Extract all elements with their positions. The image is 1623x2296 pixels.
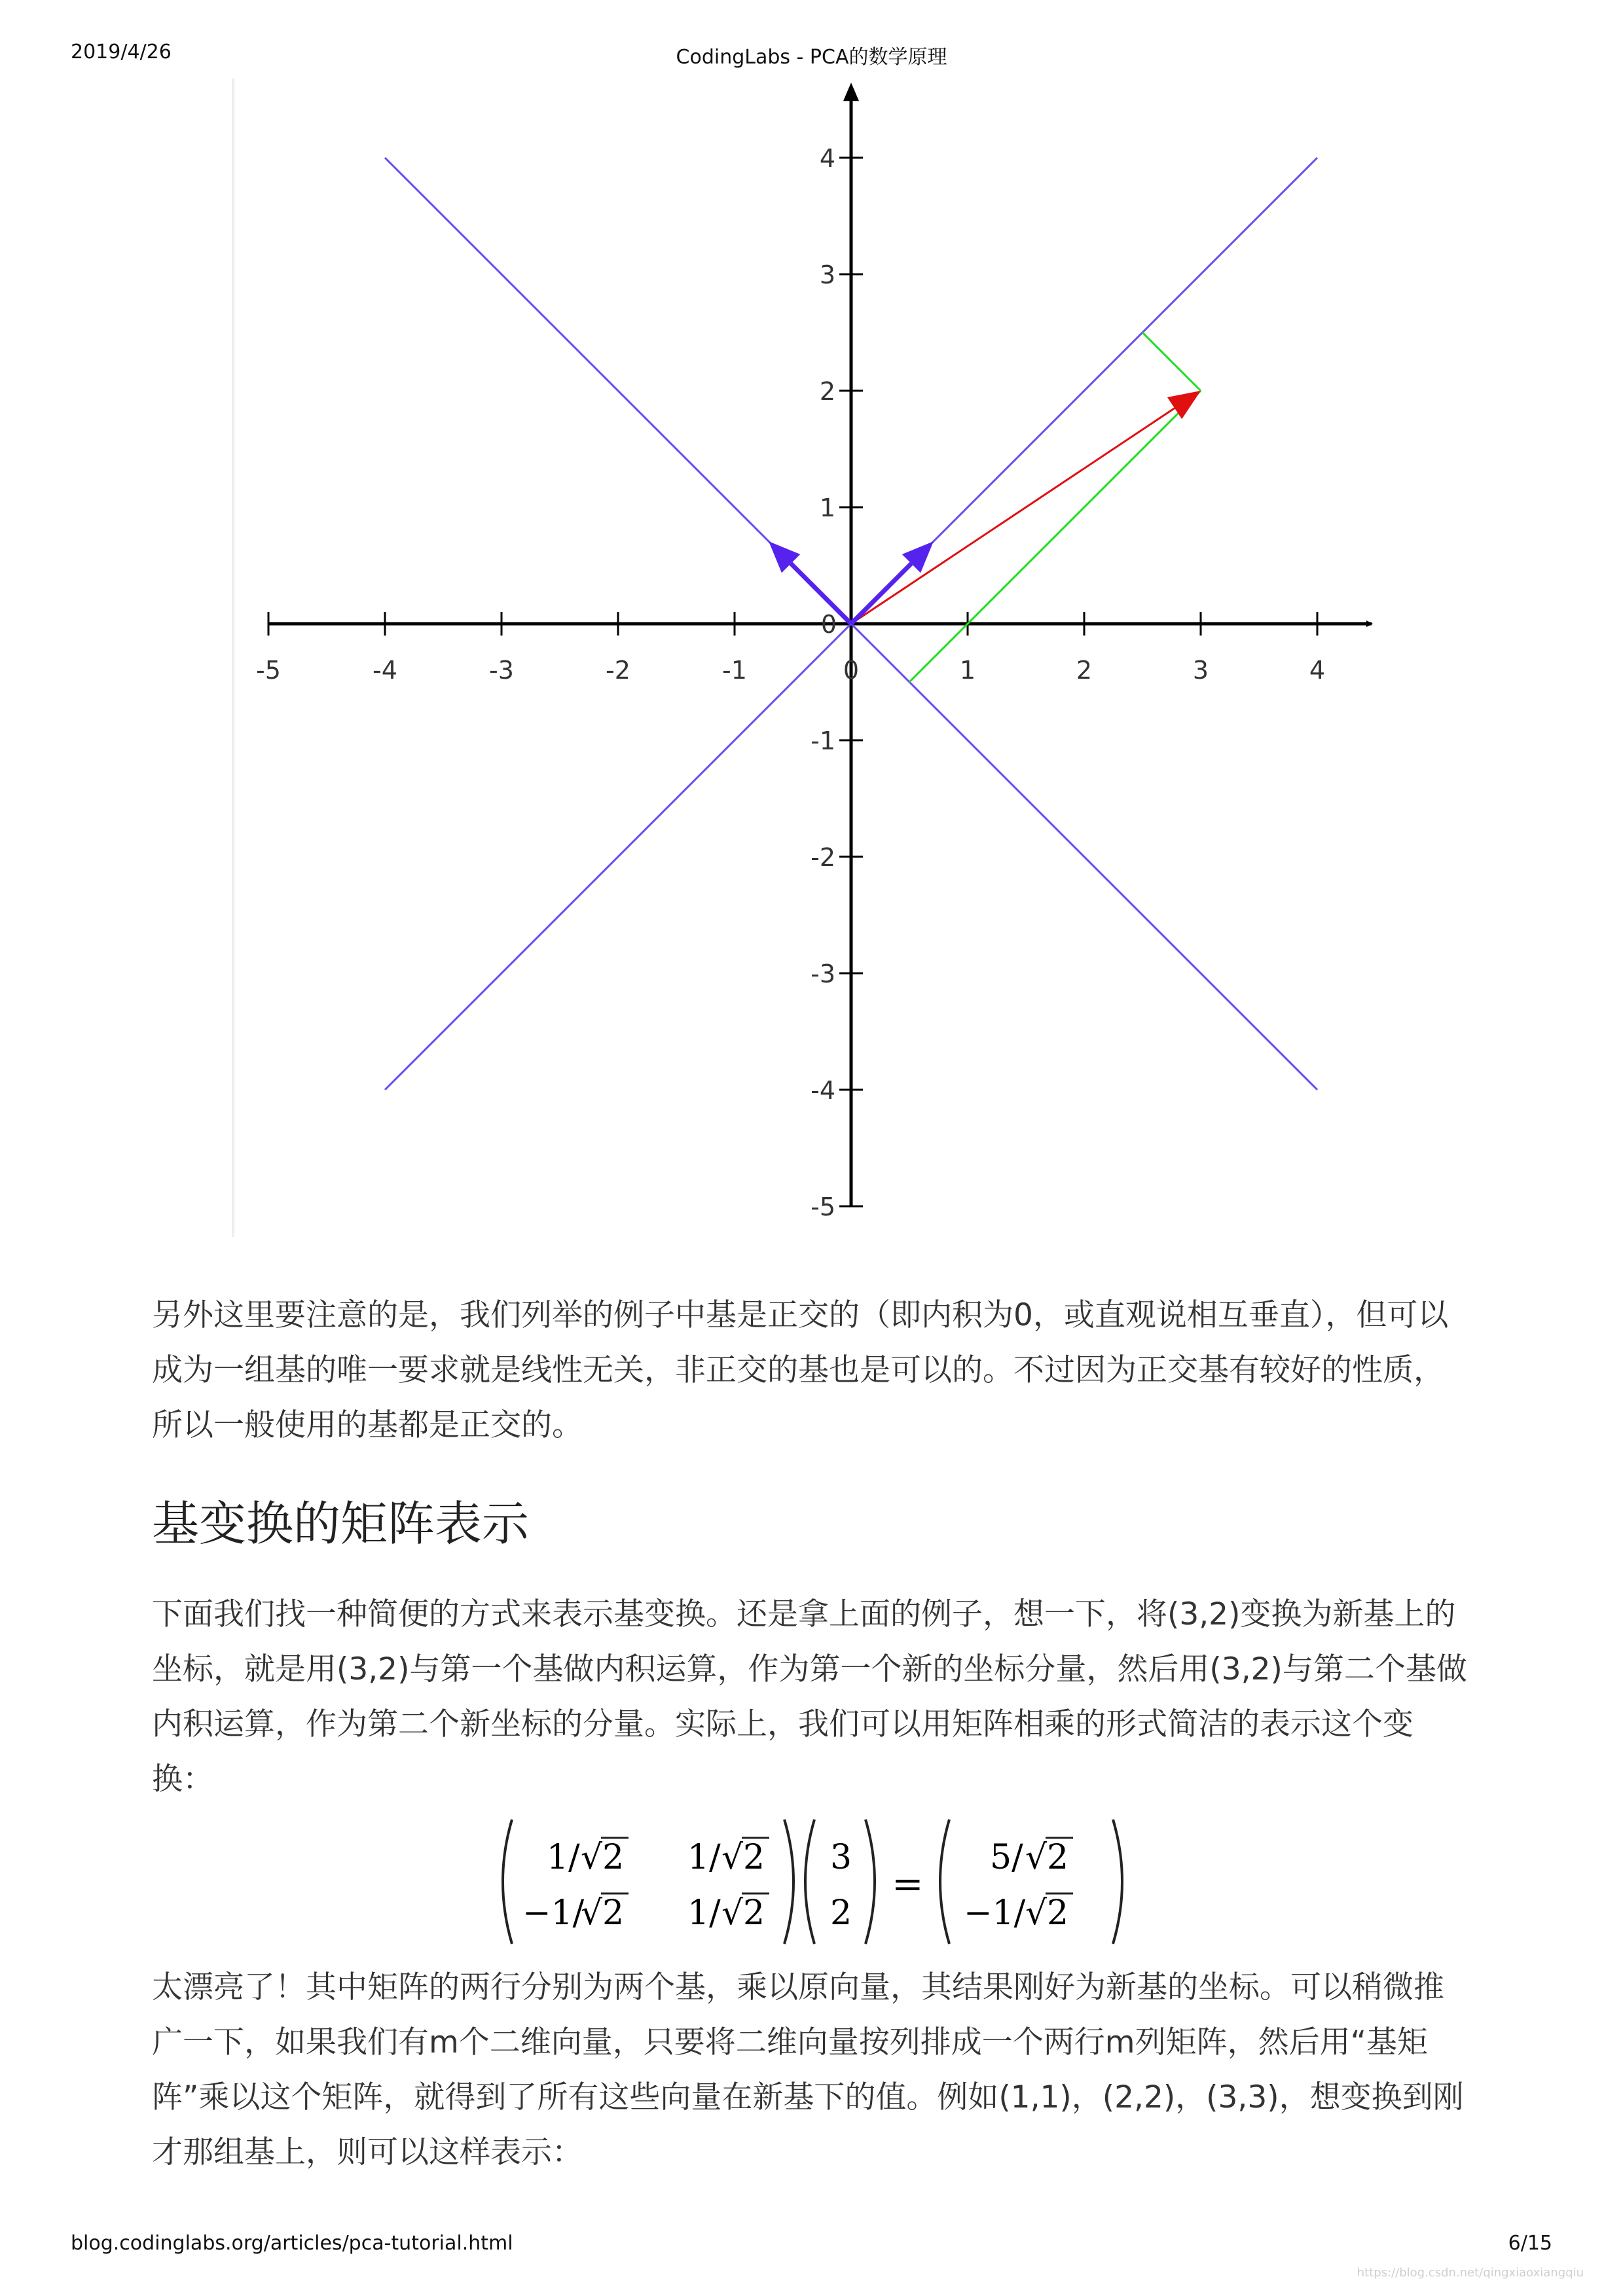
red-vector-head xyxy=(1167,391,1201,419)
projection-green-perpendicular xyxy=(1142,332,1201,391)
matrix-entry-12 xyxy=(687,1838,769,1877)
x-tick-label: -1 xyxy=(722,656,747,685)
x-tick-label: 2 xyxy=(1076,656,1093,685)
equals-sign: = xyxy=(892,1861,924,1906)
red-vector xyxy=(851,408,1175,624)
matrix-entry-21 xyxy=(522,1893,629,1933)
section-heading: 基变换的矩阵表示 xyxy=(152,1496,530,1551)
svg-text:5/: 5/ xyxy=(990,1838,1023,1877)
vector-entry-2: 2 xyxy=(830,1893,852,1933)
basis-chart xyxy=(229,79,1395,1250)
x-tick-label: -3 xyxy=(489,656,514,685)
x-tick-label: -5 xyxy=(256,656,281,685)
y-tick-label: -3 xyxy=(811,960,835,988)
x-tick-label: 3 xyxy=(1192,656,1209,685)
svg-text:2: 2 xyxy=(602,1838,625,1877)
svg-text:√: √ xyxy=(721,1838,744,1877)
svg-text:1/: 1/ xyxy=(687,1838,721,1877)
svg-text:1/: 1/ xyxy=(547,1838,580,1877)
y-tick-label: 1 xyxy=(819,493,835,522)
x-tick-label: -4 xyxy=(373,656,397,685)
y-tick-label: -1 xyxy=(811,726,835,755)
y-tick-label: 2 xyxy=(819,377,835,406)
y-tick-label: 3 xyxy=(819,260,835,289)
svg-text:−1/: −1/ xyxy=(964,1893,1026,1933)
matrix-right-paren xyxy=(784,1820,793,1944)
matrix-left-paren xyxy=(503,1820,512,1944)
svg-text:2: 2 xyxy=(1047,1838,1069,1877)
svg-text:√: √ xyxy=(1025,1838,1048,1877)
paragraph-generalization: 太漂亮了！其中矩阵的两行分别为两个基，乘以原向量，其结果刚好为新基的坐标。可以稍微推广一下，如果我们有m个二维向量，只要将二维向量按列排成一个两行m列矩阵，然后用“基矩阵”乘以这个矩阵，就得到了所有这些向量在新基下的值。例如(1,1)，(2,2)，(3,3)，想变换到刚才那组基上，则可以这样表示： xyxy=(152,1969,1464,2170)
x-tick-label: 0 xyxy=(843,656,860,685)
paragraph-orthogonal-note: 另外这里要注意的是，我们列举的例子中基是正交的（即内积为0，或直观说相互垂直），但可以成为一组基的唯一要求就是线性无关，非正交的基也是可以的。不过因为正交基有较好的性质，所以一般使用的基都是正交的。 xyxy=(152,1297,1449,1443)
vector-entry-1: 3 xyxy=(830,1838,852,1877)
header-date: 2019/4/26 xyxy=(71,41,172,63)
svg-text:√: √ xyxy=(1025,1893,1048,1933)
svg-text:√: √ xyxy=(581,1838,603,1877)
x-tick-label: 4 xyxy=(1309,656,1326,685)
svg-text:√: √ xyxy=(581,1893,603,1933)
projection-green-parallel xyxy=(909,391,1201,682)
result-entry-2 xyxy=(964,1893,1073,1933)
svg-text:√: √ xyxy=(721,1893,744,1933)
footer-url: blog.codinglabs.org/articles/pca-tutorial.html xyxy=(71,2232,513,2255)
matrix-formula xyxy=(498,1813,1152,1950)
svg-text:1/: 1/ xyxy=(687,1893,721,1933)
watermark: https://blog.csdn.net/qingxiaoxiangqiu xyxy=(1357,2266,1584,2280)
svg-text:2: 2 xyxy=(743,1838,765,1877)
matrix-entry-11 xyxy=(547,1838,629,1877)
x-tick-label: -2 xyxy=(606,656,630,685)
svg-text:2: 2 xyxy=(602,1893,625,1933)
x-tick-label: 1 xyxy=(959,656,976,685)
y-tick-label: -2 xyxy=(811,843,835,872)
y-tick-label: 4 xyxy=(819,144,835,173)
result-entry-1 xyxy=(990,1838,1073,1877)
svg-text:2: 2 xyxy=(743,1893,765,1933)
matrix-entry-22 xyxy=(687,1893,769,1933)
y-axis-arrow xyxy=(843,82,859,101)
y-tick-label: -5 xyxy=(811,1193,835,1221)
svg-text:−1/: −1/ xyxy=(522,1893,585,1933)
basis-vector-1 xyxy=(851,564,911,624)
footer-page-number: 6/15 xyxy=(1508,2232,1552,2255)
y-tick-label: -4 xyxy=(811,1076,835,1105)
header-title: CodingLabs - PCA的数学原理 xyxy=(676,46,947,69)
svg-text:2: 2 xyxy=(1047,1893,1069,1933)
paragraph-basis-transform: 下面我们找一种简便的方式来表示基变换。还是拿上面的例子，想一下，将(3,2)变换为新基上的坐标，就是用(3,2)与第一个基做内积运算，作为第一个新的坐标分量，然后用(3,2)与第二个基做内积运算，作为第二个新坐标的分量。实际上，我们可以用矩阵相乘的形式简洁的表示这个变换： xyxy=(152,1596,1467,1797)
origin-label: 0 xyxy=(820,610,837,639)
